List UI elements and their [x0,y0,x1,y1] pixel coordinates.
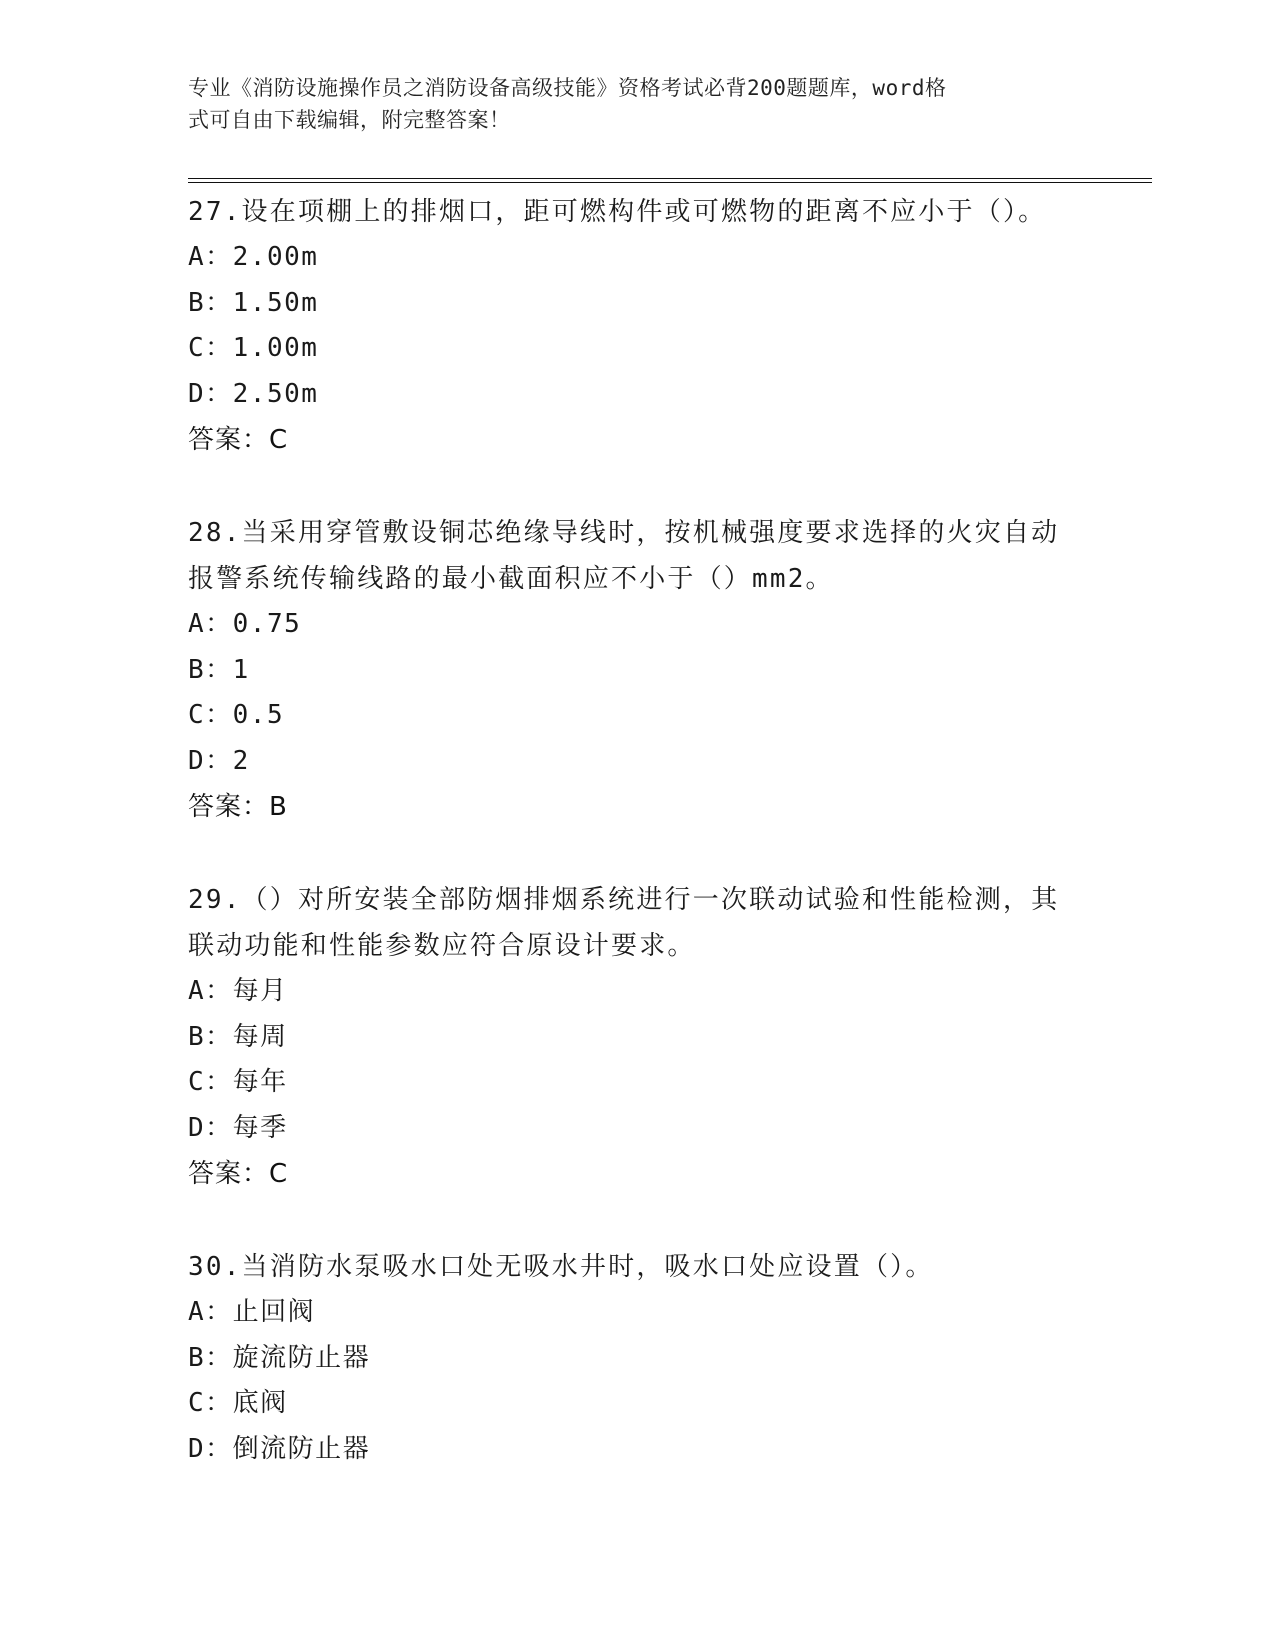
question-list [188,189,1088,1472]
header-line-1: 专业《消防设施操作员之消防设备高级技能》资格考试必背200题题库，word格 [188,76,947,100]
question-stem-line: 30.当消防水泵吸水口处无吸水井时，吸水口处应设置（）。 [188,1252,934,1282]
option-c: C：0.5 [188,700,285,730]
header-divider-bottom [188,182,1152,183]
answer-text: 答案：C [188,1159,289,1189]
question-stem-line: 27.设在项棚上的排烟口，距可燃构件或可燃物的距离不应小于（）。 [188,197,1047,227]
option-b: B：旋流防止器 [188,1342,371,1373]
question-stem-line: 29.（）对所安装全部防烟排烟系统进行一次联动试验和性能检测，其 [188,885,1060,915]
question-stem-line: 28.当采用穿管敷设铜芯绝缘导线时，按机械强度要求选择的火灾自动 [188,518,1060,548]
question-stem-line: 报警系统传输线路的最小截面积应不小于（）mm2。 [188,564,834,594]
option-a: A：2.00m [188,242,319,272]
question-29 [188,877,1088,1197]
option-b: B：1 [188,654,250,685]
option-d: D：每季 [188,1112,288,1143]
option-d: D：2 [188,745,250,776]
header-divider-top [188,178,1152,179]
document-header [188,72,1068,136]
option-d: D：倒流防止器 [188,1433,371,1464]
header-line-2: 式可自由下载编辑，附完整答案！ [188,108,511,132]
option-b: B：1.50m [188,287,319,318]
option-c: C：1.00m [188,333,319,363]
option-c: C：底阀 [188,1388,288,1418]
question-30 [188,1244,1088,1472]
option-a: A：0.75 [188,609,302,639]
option-a: A：止回阀 [188,1297,316,1327]
question-stem-line: 联动功能和性能参数应符合原设计要求。 [188,931,696,961]
option-c: C：每年 [188,1067,288,1097]
question-27 [188,189,1088,463]
answer-text: 答案：B [188,792,288,822]
option-d: D：2.50m [188,378,319,409]
option-a: A：每月 [188,976,288,1006]
option-b: B：每周 [188,1021,288,1052]
answer-text: 答案：C [188,425,289,455]
question-28 [188,510,1088,830]
